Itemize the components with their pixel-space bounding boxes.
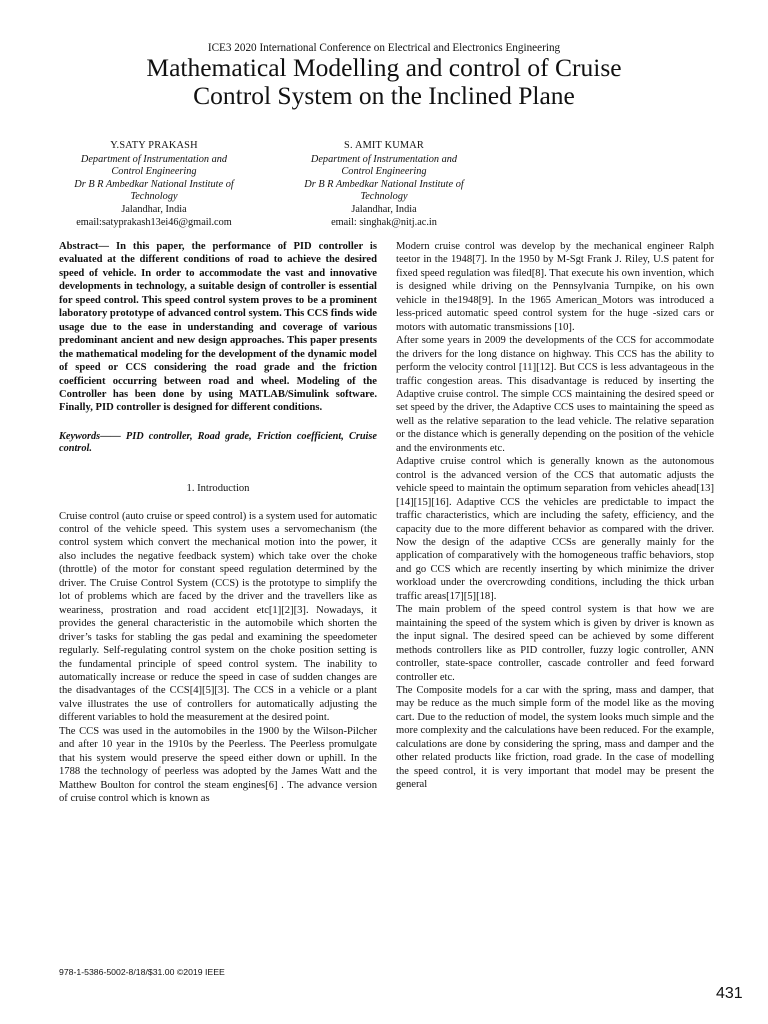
page-number: 431: [716, 985, 743, 1002]
left-column: [59, 240, 377, 806]
title-line-1: Mathematical Modelling and control of Cruise: [146, 53, 622, 82]
abstract: Abstract— In this paper, the performance of PID controller is evaluated at the different conditions of road to achieve the desired speed of vehicle. In order to accommodate the vast and innovative developments in technology, a suitable design of controller is essential for speed control. This speed control system proves to be a prominent laboratory prototype of advanced control system. This CCS finds wide usage due to the ease in understanding and coverage of various predominant ancient and new design approaches. This paper presents the mathematical modeling for the development of the dynamic model of speed or CCS considering the road grade and the friction coefficient occurring between road and wheel. Modeling of the Controller has been done by using MATLAB/Simulink software. Finally, PID controller is designed for different conditions.: [59, 241, 377, 414]
author-email: email:satyprakash13ei46@gmail.com: [76, 216, 232, 228]
author-department: Control Engineering: [111, 166, 197, 178]
paragraph: The CCS was used in the automobiles in the 1900 by the Wilson-Pilcher and after 10 year in the 1910s by the Peerless. The Peerless promulgate that his system would preserve the speed either down or uphill. In the 1788 the technology of peerless was adopted by the James Watt and the Matthew Boulton for control the steam engines[6] . The advance version of cruise control which is known as: [59, 725, 377, 805]
copyright-footer: 978-1-5386-5002-8/18/$31.00 ©2019 IEEE: [59, 967, 225, 977]
right-column: [396, 240, 714, 792]
author-department: Department of Instrumentation and: [80, 153, 228, 165]
paper-title: [40, 54, 728, 110]
author-department: Department of Instrumentation and: [310, 153, 458, 165]
author-city: Jalandhar, India: [121, 203, 187, 215]
author-institution: Technology: [130, 191, 178, 203]
paragraph: Cruise control (auto cruise or speed control) is a system used for automatic control of the vehicle speed. This system uses a servomechanism (the control system which convert the mechanical motion into the power, it also includes the negative feedback system) which take over the choke (throttle) of the motor for constant speed regulation determined by the driver. The Cruise Control System (CCS) is the prototype to simplify the lot of problems which are faced by the driver and the travellers like as weariness, prostration and road accident etc[1][2][3]. Nowadays, it provides the general characteristic in the automobile which shorten the driver’s tasks for stabling the gas pedal and examining the speedometer regularly. Self-regulating control system on the choke position setting is the fundamental principle of speed control system. The inability to automatically increase or reduce the speed in case of sudden changes are the disadvantages of the CCS[4][5][3]. The CCS in a vehicle or a plant valve illustrates the use of controllers for automatically adjusting the different variables to hold the measurement at the desired point.: [59, 510, 377, 724]
author-email: email: singhak@nitj.ac.in: [331, 216, 437, 228]
author-name: S. AMIT KUMAR: [344, 140, 424, 151]
keywords: Keywords—— PID controller, Road grade, Friction coefficient, Cruise control.: [59, 430, 377, 455]
author-block-2: [264, 140, 504, 229]
author-department: Control Engineering: [341, 166, 427, 178]
paragraph: The main problem of the speed control system is that how we are maintaining the speed of the system which is given by driver is known as the input signal. The desired speed can be achieved by some different methods controllers like as PID controller, fuzzy logic controller, ANN controller, state-space controller, cascade controller and feed forward controller etc.: [396, 604, 714, 683]
section-heading: 1. Introduction: [186, 483, 250, 495]
title-line-2: Control System on the Inclined Plane: [193, 81, 575, 110]
paragraph: The Composite models for a car with the spring, mass and damper, that may be reduce as the much simple form of the model like as the moving cart. Due to the reduction of model, the system looks much simple and the more complexity and the calculations have been reduced. For the example, calculations are done by considering the spring, mass and damper and the other related products like friction, road grade. In the case of modelling the speed control, it is very important that model may be present the general: [396, 684, 714, 791]
author-institution: Dr B R Ambedkar National Institute of: [304, 178, 464, 190]
paragraph: After some years in 2009 the developments of the CCS for accommodate the drivers for the long distance on highway. This CCS has the ability to perform the velocity control [11][12]. But CCS is less advantageous in the traffic congestion areas. This disadvantage is reduced by inserting the Adaptive cruise control. The simple CCS maintaining the desired speed or set speed by the driver, the Adaptive CCS uses to maintaining the speed as well as the relative separation to the lead vehicle. The relative separation or the distance which is generally depending on the position of the vehicle and the environments etc.: [396, 335, 714, 454]
author-name: Y.SATY PRAKASH: [110, 140, 198, 151]
author-institution: Technology: [360, 191, 408, 203]
author-city: Jalandhar, India: [351, 203, 417, 215]
author-block-1: [34, 140, 274, 229]
author-institution: Dr B R Ambedkar National Institute of: [74, 178, 234, 190]
paragraph: Modern cruise control was develop by the mechanical engineer Ralph teetor in the 1948[7]. In the 1950 by M-Sgt Frank J. Riley, U.S patent for fixed speed regulation was filed[8]. That execute his own invention, which is designed while driving on the Pennsylvania Turnpike, on his own vehicle in the1948[9]. In the 1965 American_Motors was introduced a less-priced automatic speed control system for the huge -sized cars or motors with automatic transmissions [10].: [396, 241, 714, 333]
paragraph: Adaptive cruise control which is generally known as the autonomous control is the advanced version of the CCS that automatic adjusts the vehicle speed to maintain the optimum separation from vehicles ahead[13][14][15][16]. Adaptive CCS the vehicles are predictable to impact the traffic characteristics, which are including the safety, efficiency, and the capacity due to the more different behavior as compared with the driver. Now the design of the adaptive CCSs are generally mainly for the application of comparatively with the homogeneous traffic behaviors, stop and go CCS which are recently inserting by which minimize the driver workload under the overcrowding conditions, including the thick urban traffic areas[17][5][18].: [396, 456, 714, 602]
conference-name: ICE3 2020 International Conference on Electrical and Electronics Engineering: [207, 42, 561, 54]
